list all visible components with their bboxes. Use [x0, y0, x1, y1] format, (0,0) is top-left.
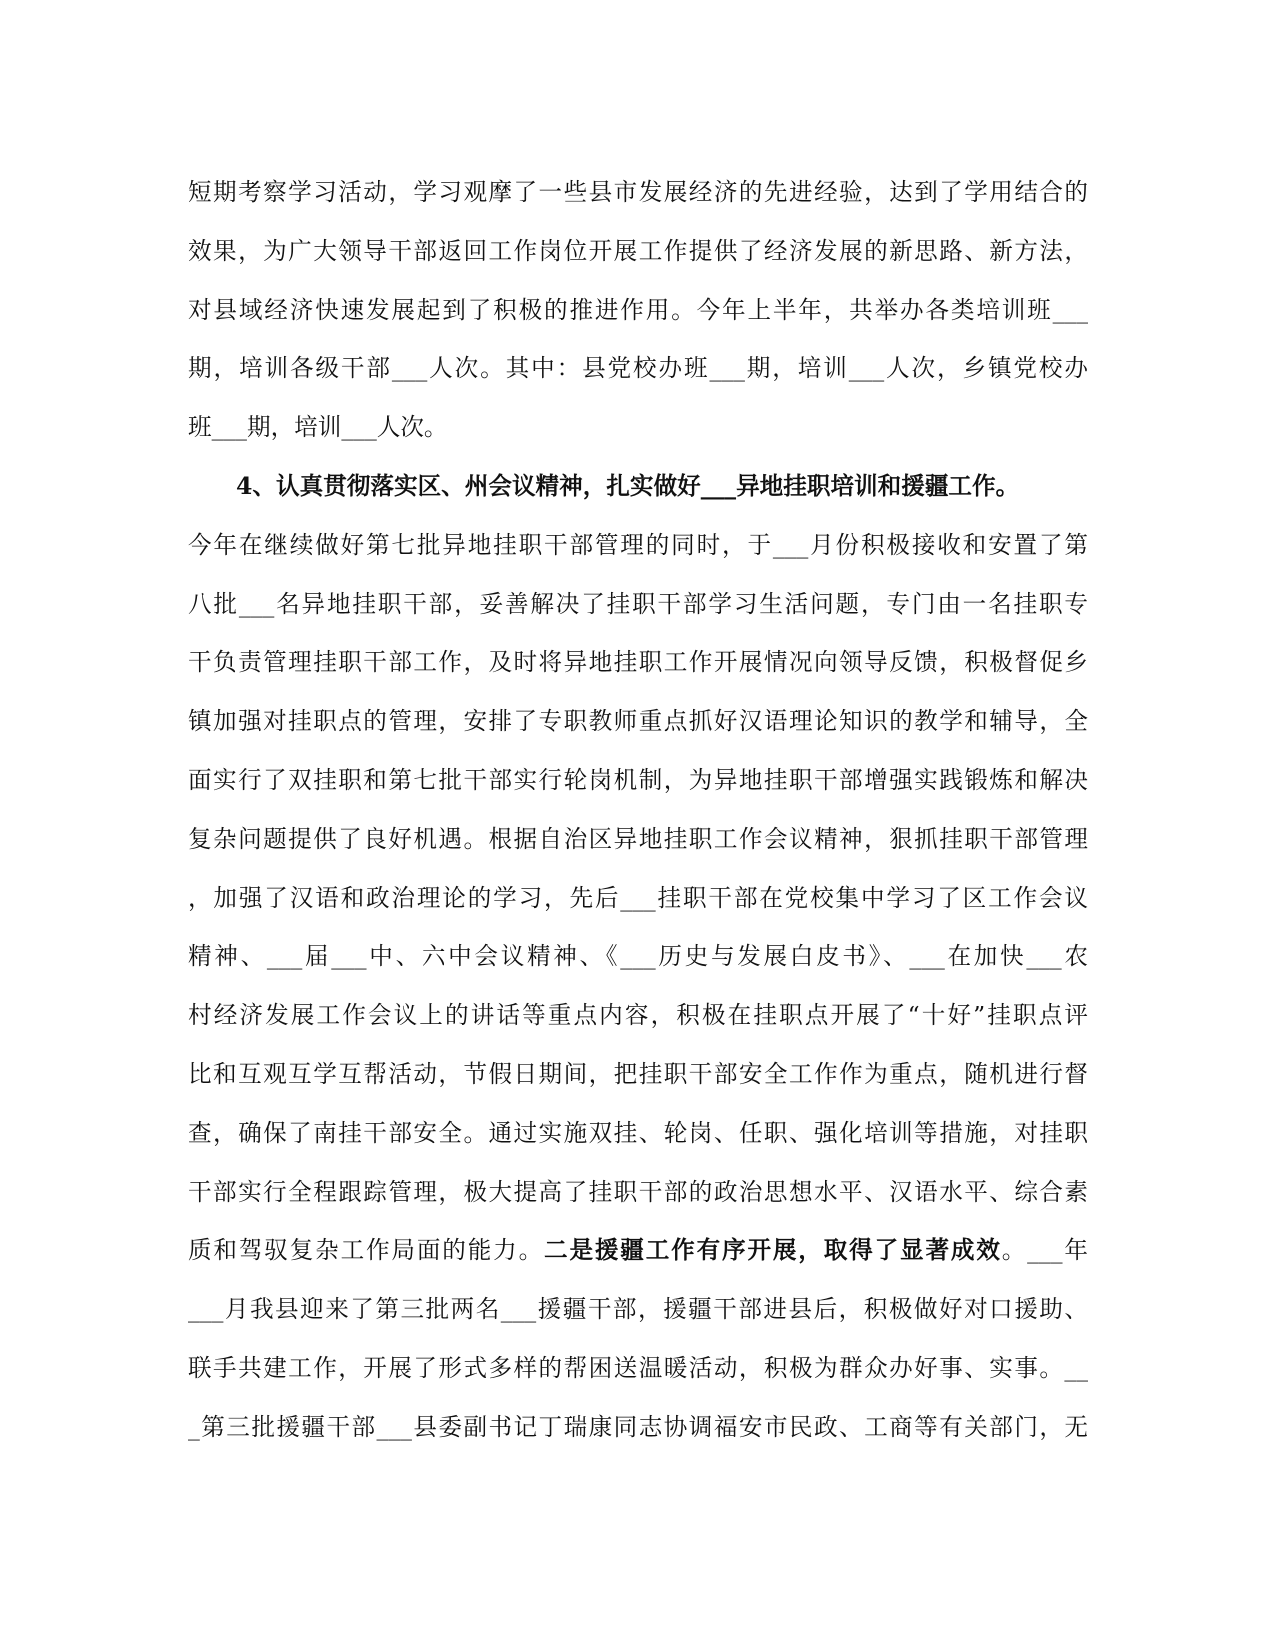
text-line: 八批___名异地挂职干部，妥善解决了挂职干部学习生活问题，专门由一名挂职专 [188, 589, 1088, 618]
body-text [188, 163, 1088, 1457]
text-line: 精神、___届___中、六中会议精神、《___历史与发展白皮书》、___在加快___农 [188, 942, 1088, 971]
text-line: 期，培训各级干部___人次。其中：县党校办班___期，培训___人次，乡镇党校办 [188, 354, 1088, 383]
text-line: 复杂问题提供了良好机遇。根据自治区异地挂职工作会议精神，狠抓挂职干部管理 [188, 824, 1088, 853]
text-line: _第三批援疆干部___县委副书记丁瑞康同志协调福安市民政、工商等有关部门，无 [188, 1412, 1088, 1441]
text-line: 村经济发展工作会议上的讲话等重点内容，积极在挂职点开展了“十好”挂职点评 [188, 1001, 1088, 1030]
text-line: 面实行了双挂职和第七批干部实行轮岗机制，为异地挂职干部增强实践锻炼和解决 [188, 765, 1088, 794]
text-line: 联手共建工作，开展了形式多样的帮困送温暖活动，积极为群众办好事、实事。__ [188, 1353, 1088, 1382]
text-line: 比和互观互学互帮活动，节假日期间，把挂职干部安全工作作为重点，随机进行督 [188, 1059, 1088, 1088]
text-segment: 质和驾驭复杂工作局面的能力。 [188, 1236, 545, 1265]
text-line: 干负责管理挂职干部工作，及时将异地挂职工作开展情况向领导反馈，积极督促乡 [188, 648, 1088, 677]
text-line: 干部实行全程跟踪管理，极大提高了挂职干部的政治思想水平、汉语水平、综合素 [188, 1177, 1088, 1206]
text-line: 班___期，培训___人次。 [188, 413, 448, 442]
text-line: 效果，为广大领导干部返回工作岗位开展工作提供了经济发展的新思路、新方法， [188, 236, 1088, 265]
section-heading: 4、认真贯彻落实区、州会议精神，扎实做好___异地挂职培训和援疆工作。 [236, 471, 1020, 500]
text-line-mixed [188, 1221, 1088, 1280]
text-line: 镇加强对挂职点的管理，安排了专职教师重点抓好汉语理论知识的教学和辅导，全 [188, 707, 1088, 736]
text-line: ，加强了汉语和政治理论的学习，先后___挂职干部在党校集中学习了区工作会议 [188, 883, 1088, 912]
text-line: 查，确保了南挂干部安全。通过实施双挂、轮岗、任职、强化培训等措施，对挂职 [188, 1118, 1088, 1147]
text-line: 对县域经济快速发展起到了积极的推进作用。今年上半年，共举办各类培训班___ [188, 295, 1088, 324]
text-segment: 。___年 [1001, 1236, 1088, 1265]
text-line: 今年在继续做好第七批异地挂职干部管理的同时，于___月份积极接收和安置了第 [188, 530, 1088, 559]
text-line: 短期考察学习活动，学习观摩了一些县市发展经济的先进经验，达到了学用结合的 [188, 178, 1088, 206]
text-line: ___月我县迎来了第三批两名___援疆干部，援疆干部进县后，积极做好对口援助、 [188, 1295, 1088, 1324]
bold-highlight: 二是援疆工作有序开展，取得了显著成效 [544, 1236, 1002, 1265]
